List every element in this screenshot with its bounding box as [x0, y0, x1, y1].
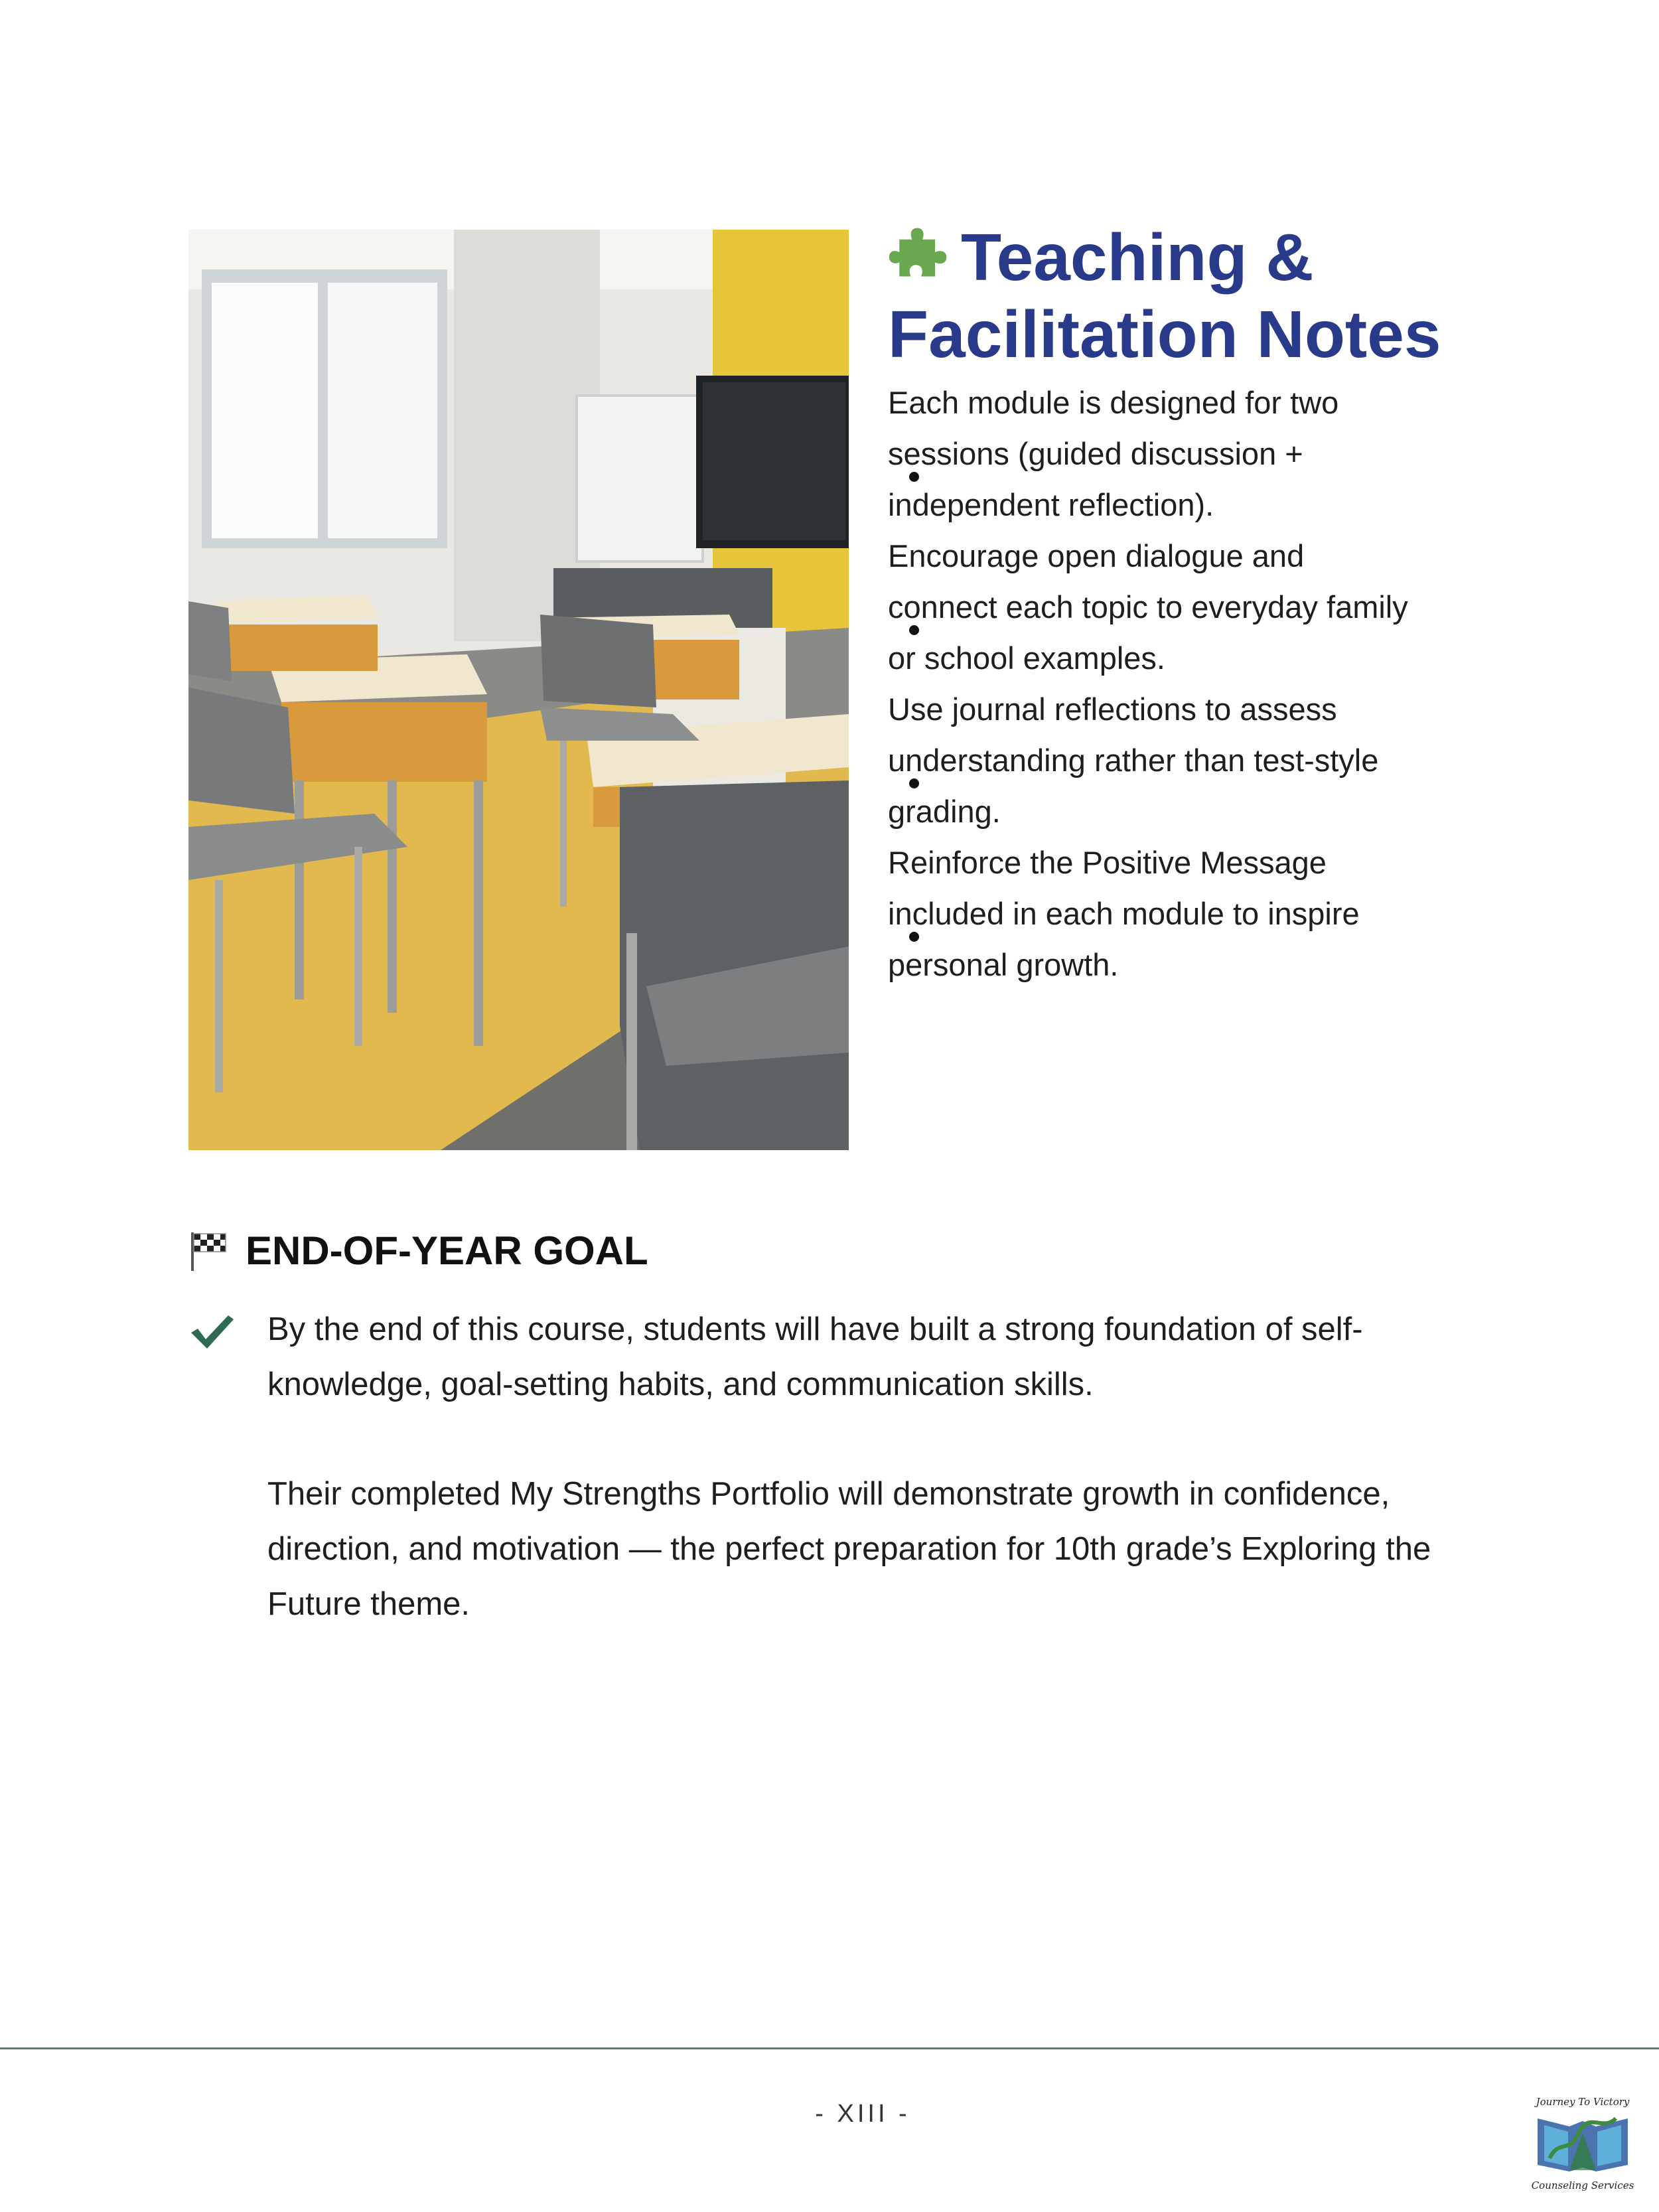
list-item-text: Reinforce the Positive Message included in each module to inspire personal growth.	[888, 845, 1360, 982]
notes-list	[888, 377, 1419, 990]
list-item-text: Encourage open dialogue and connect each topic to everyday family or school examples.	[888, 538, 1408, 676]
list-item	[888, 530, 1419, 684]
checkered-flag-icon	[188, 1230, 227, 1272]
goal-body	[267, 1302, 1469, 1632]
classroom-photo	[188, 230, 849, 1150]
bullet-icon	[909, 472, 919, 482]
classroom-illustration	[188, 230, 849, 1150]
bullet-icon	[909, 932, 919, 942]
bullet-icon	[909, 778, 919, 788]
goal-heading	[188, 1221, 648, 1281]
list-item-text: Use journal reflections to assess understanding rather than test-style grading.	[888, 692, 1379, 829]
logo-line2: Counseling Services	[1531, 2179, 1634, 2191]
list-item	[888, 837, 1419, 990]
goal-paragraph: Their completed My Strengths Portfolio will demonstrate growth in confidence, direction, and motivation — the perfect preparation for 10th grade’s Exploring the Future theme.	[267, 1476, 1431, 1622]
goal-paragraph: By the end of this course, students will have built a strong foundation of self-knowledge, goal-setting habits, and communication skills.	[267, 1311, 1363, 1402]
puzzle-piece-icon	[888, 220, 952, 284]
logo-line1: Journey To Victory	[1536, 2096, 1630, 2108]
checkmark-icon	[188, 1313, 235, 1350]
page-number: - XIII -	[815, 2100, 910, 2128]
list-item-text: Each module is designed for two sessions (guided discussion + independent reflection).	[888, 385, 1339, 522]
counseling-logo	[1530, 2092, 1636, 2198]
list-item	[888, 684, 1419, 837]
notes-title: Teaching & Facilitation Notes	[888, 220, 1441, 372]
bullet-icon	[909, 625, 919, 635]
list-item	[888, 377, 1419, 530]
notes-heading	[888, 219, 1624, 373]
goal-title: END-OF-YEAR GOAL	[246, 1228, 648, 1273]
footer-divider	[0, 2047, 1659, 2049]
